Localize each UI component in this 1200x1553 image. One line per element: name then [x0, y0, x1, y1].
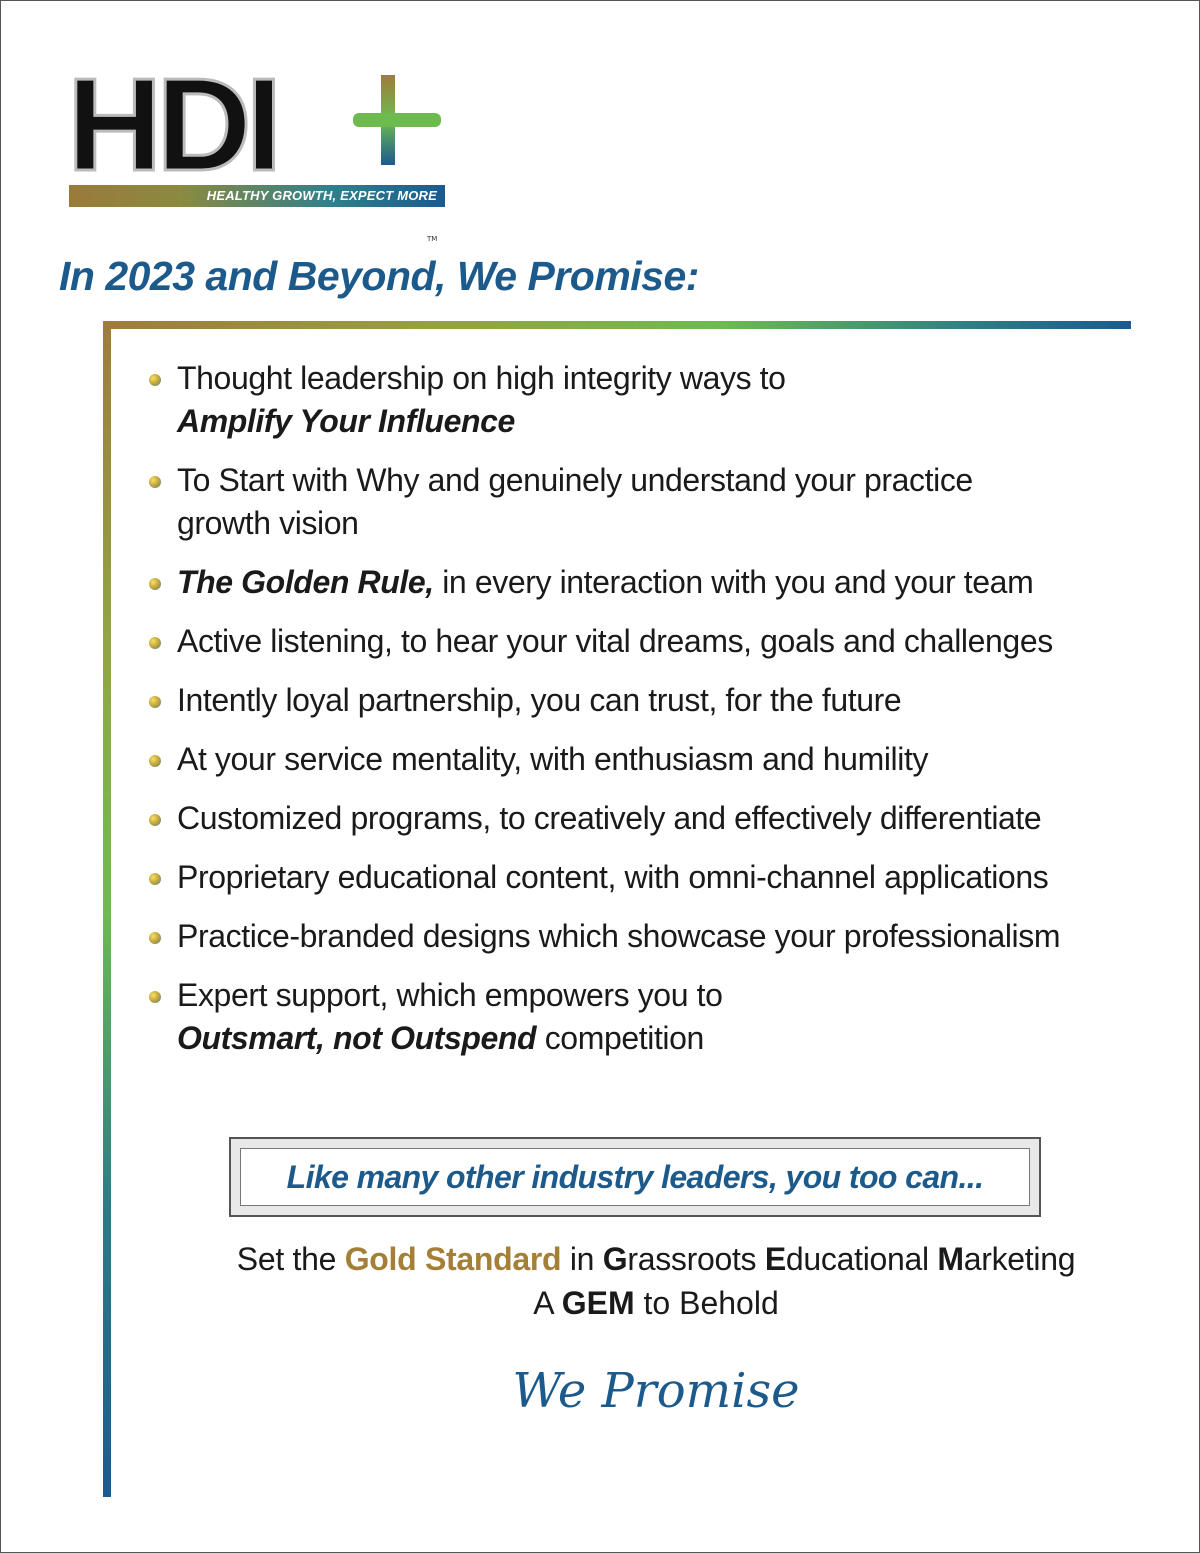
logo-tagline: HEALTHY GROWTH, EXPECT MORE — [69, 185, 445, 207]
bullet-icon — [149, 374, 161, 386]
list-item: Expert support, which empowers you to Outsmart, not Outspend competition — [149, 974, 1139, 1060]
trademark: TM — [427, 235, 438, 243]
bullet-icon — [149, 814, 161, 826]
bullet-icon — [149, 637, 161, 649]
list-item: Intently loyal partnership, you can trust, for the future — [149, 679, 1139, 722]
bullet-icon — [149, 696, 161, 708]
gradient-frame-left — [103, 321, 111, 1497]
gem-line: A GEM to Behold — [533, 1285, 779, 1321]
bullet-icon — [149, 476, 161, 488]
bullet-icon — [149, 578, 161, 590]
signature-text: We Promise — [512, 1363, 800, 1419]
list-item: Active listening, to hear your vital dreams, goals and challenges — [149, 620, 1139, 663]
list-item: Practice-branded designs which showcase your professionalism — [149, 915, 1139, 958]
bullet-icon — [149, 932, 161, 944]
cta-frame — [229, 1137, 1041, 1217]
gradient-frame-top — [103, 321, 1131, 329]
list-item: To Start with Why and genuinely understand your practice growth vision — [149, 459, 1139, 545]
list-item: Thought leadership on high integrity ways to Amplify Your Influence — [149, 357, 1139, 443]
list-item: Proprietary educational content, with omni-channel applications — [149, 856, 1139, 899]
hdi-plus-logo-icon — [67, 65, 447, 185]
list-item: Customized programs, to creatively and effectively differentiate — [149, 797, 1139, 840]
bullet-icon — [149, 991, 161, 1003]
page-title: In 2023 and Beyond, We Promise: — [59, 253, 699, 299]
list-item: At your service mentality, with enthusiasm and humility — [149, 738, 1139, 781]
logo-letters: HDI — [67, 65, 277, 185]
gold-standard-line: Set the Gold Standard in Grassroots Educational Marketing — [236, 1241, 1076, 1277]
bullet-icon — [149, 873, 161, 885]
bullet-icon — [149, 755, 161, 767]
promise-list — [149, 357, 1139, 1060]
list-item: The Golden Rule, in every interaction with you and your team — [149, 561, 1139, 604]
cta-text: Like many other industry leaders, you too can... — [240, 1148, 1030, 1206]
